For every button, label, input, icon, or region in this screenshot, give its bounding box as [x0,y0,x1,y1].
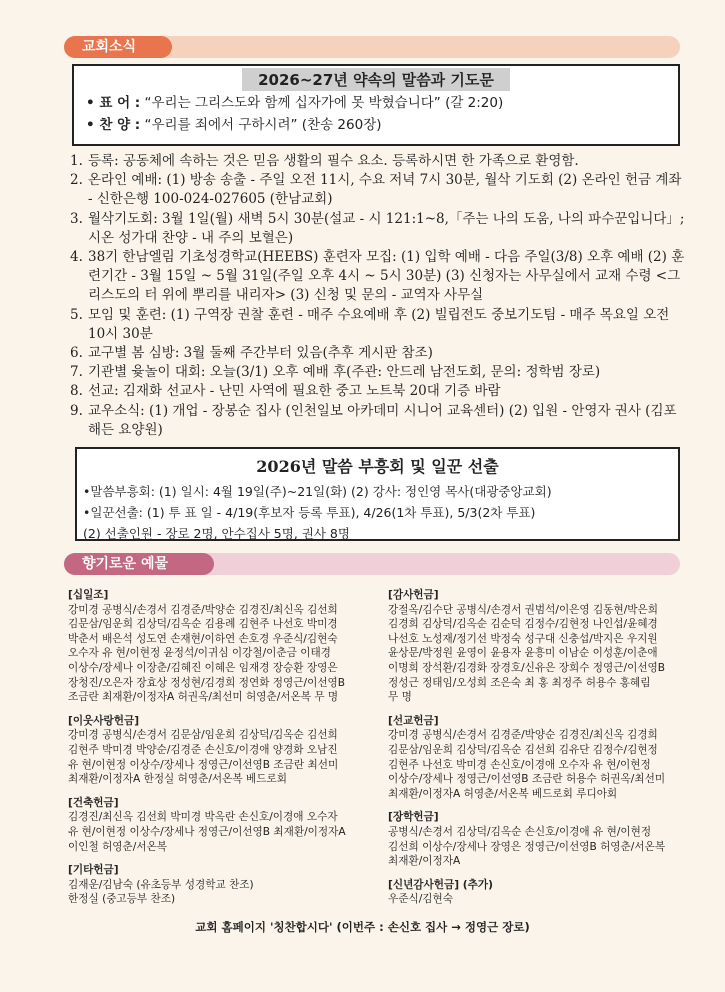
revival-line-3: (2) 선출인원 - 장로 2명, 안수집사 5명, 권사 8명 [83,526,350,541]
item-text: 등록: 공동체에 속하는 것은 믿음 생활의 필수 요소. 등록하시면 한 가족으로 환영함. [88,153,579,169]
fund-mission [388,714,688,802]
fund-names: 김재운/김남숙 (유초등부 성경학교 찬조) 한정실 (중고등부 찬조) [68,878,254,906]
item-text: 기관별 윷놀이 대회: 오늘(3/1) 오후 예배 후(주관: 안드레 남전도회, 문의: 정학범 장로) [88,364,601,381]
announcement-item [70,210,690,248]
fund-title: [건축헌금] [68,796,119,809]
fund-title: [선교헌금] [388,714,439,727]
offerings-section-title: 향기로운 예물 [64,553,214,575]
item-text: 선교: 김재화 선교사 - 난민 사역에 필요한 중고 노트북 20대 기증 바람 [88,383,501,400]
announcements-list [70,152,690,440]
offerings-section-bar [64,553,680,575]
fund-names: 강미경 공병식/손경서 김문삼/임운희 김상덕/김옥순 김선희 김현주 박미경 박양순/김경준 손신호/이경애 양경화 오남진 유 현/이현정 이상수/장세나 정영근/이선영B 조금란 최선미 최재환/이정자A 한정실 허영춘/서온복 베드로회 [68,729,339,786]
item-text: 교구별 봄 심방: 3월 둘째 주간부터 있음(추후 게시판 참조) [88,345,433,362]
item-text: 온라인 예배: (1) 방송 송출 - 주일 오전 11시, 수요 저녁 7시 30분, 월삭 기도회 (2) 온라인 헌금 계좌 - 신한은행 100-024-027605 (한남교회) [88,172,682,208]
promise-box-title: 2026~27년 약속의 말씀과 기도문 [242,68,510,91]
item-text: 38기 한남엘림 기초성경학교(HEEBS) 훈련자 모집: (1) 입학 예배 - 다음 주일(3/8) 오후 예배 (2) 훈련기간 - 3월 15일 ~ 5월 31일(주일 오후 4시 ~ 5시 30분) (3) 신청자는 사무실에서 교재 수령 <그리스도의 터 위에 뿌리를 내리자> (3) 신청 및 문의 - 교역자 사무실 [88,249,685,304]
announcement-item [70,306,690,344]
fund-title: [기타헌금] [68,864,119,877]
hymn-label: • 찬 양 : [86,117,141,133]
fund-title: [감사헌금] [388,589,439,601]
fund-neighbor-love [68,714,366,787]
fund-scholarship [388,810,688,868]
fund-names: 김경진/최신옥 김선희 박미경 박옥란 손신호/이경애 오수자 유 현/이현정 이상수/장세나 정영근/이선영B 최재환/이정자A 이인철 허영춘/서온복 [68,811,346,853]
announcement-item [70,363,690,382]
announcement-item [70,402,690,440]
church-news-section-title: 교회소식 [64,36,172,58]
fund-title: [이웃사랑헌금] [68,714,140,727]
item-number: 5. [70,306,83,323]
item-number: 2. [70,172,83,189]
fund-names: 강절옥/김수단 공병식/손경서 권범석/이은영 김동현/박은희 김경희 김상덕/김옥순 김순덕 김정수/김현정 나인섭/윤혜경 나선호 노성재/정기선 박정숙 성구대 신충섭/박지은 우지원 윤상문/박정원 윤영이 윤용자 윤흥미 이남순 이성훈/이춘애 이명희 장석환/김경화 장경호/신유은 장희수 정영근/이선영B 정성근 정태임/오성희 조은숙 최 홍 최정주 허용수 홍혜림 무 명 [388,603,666,704]
announcement-item [70,248,690,306]
item-number: 8. [70,383,83,400]
fund-names: 공병식/손경서 김상덕/김옥순 손신호/이경애 유 현/이현정 김선희 이상수/장세나 장영은 정영근/이선영B 허영춘/서온복 최재환/이정자A [388,825,666,868]
fund-thanksgiving [388,588,688,705]
fund-new-year-thanks [388,878,688,907]
item-number: 9. [70,402,83,419]
announcement-item [70,382,690,401]
item-text: 모임 및 훈련: (1) 구역장 권찰 훈련 - 매주 수요예배 후 (2) 빌립전도 중보기도팀 - 매주 목요일 오전 10시 30분 [88,306,670,342]
offerings-left-column [68,588,366,916]
announcement-item [70,344,690,363]
revival-meeting-box [75,447,680,541]
announcement-item [70,152,690,171]
item-text: 교우소식: (1) 개업 - 장봉순 집사 (인천일보 아카데미 시니어 교육센터) (2) 입원 - 안영자 권사 (김포 해든 요양원) [88,402,677,438]
hymn-line [74,115,678,135]
fund-title: [장학헌금] [388,811,439,824]
item-number: 7. [70,364,83,381]
revival-line-2: •일꾼선출: (1) 투 표 일 - 4/19(후보자 등록 투표), 4/26(1차 투표), 5/3(2차 투표) [83,505,536,520]
fund-title: [신년감사헌금] (추가) [388,878,493,891]
motto-text: “우리는 그리스도와 함께 십자가에 못 박혔습니다” (갈 2:20) [144,95,504,111]
promise-verse-box [72,64,680,146]
item-text: 월삭기도회: 3월 1일(월) 새벽 5시 30분(설교 - 시 121:1~8,「주는 나의 도움, 나의 파수꾼입니다」; 시온 성가대 찬양 - 내 주의 보혈은) [88,210,685,246]
homepage-praise-footer: 교회 홈페이지 '칭찬합시다' (이번주 : 손신호 집사 → 정영근 장로) [195,920,530,934]
fund-names: 강미경 공병식/손경서 김경준/박양순 김경진/최신옥 김경희 김문삼/임운희 김상덕/김옥순 김선희 김유단 김정수/김현정 김현주 나선호 박미경 손신호/이경애 오수자 유 현/이현정 이상수/장세나 정영근/이선영B 조금란 허용수 허권옥/최선미 최재환/이정자A 허영춘/서온복 베드로회 루디아회 [388,729,666,800]
revival-box-title: 2026년 말씀 부흥회 및 일꾼 선출 [256,457,499,476]
item-number: 1. [70,153,83,169]
fund-tithe [68,588,366,705]
fund-names: 우준식/김현숙 [388,893,453,906]
revival-line-1: •말씀부흥회: (1) 일시: 4월 19일(주)~21일(화) (2) 강사: 정인영 목사(대광중앙교회) [83,484,552,499]
church-news-section-bar [64,36,680,58]
fund-building [68,796,366,854]
fund-other [68,863,366,907]
fund-title: [십일조] [68,589,109,601]
fund-names: 강미경 공병식/손경서 김경준/박양순 김경진/최신옥 김선희 김문삼/임운희 김상덕/김옥순 김용례 김현주 나선호 박미경 박춘서 배은석 성도연 손재현/이하연 손호경 우준식/김현숙 오수자 유 현/이현정 윤정석/이귀심 이강철/이춘금 이태경 이상수/장세나 이장춘/김혜진 이혜은 임재경 장승환 장영은 장청진/오은자 장효상 정성현/김경희 정연화 정영근/이선영B 조금란 최재환/이정자A 허권옥/최선미 허영춘/서온복 무 명 [68,603,346,704]
announcement-item [70,171,690,209]
item-number: 6. [70,345,83,362]
motto-line [74,91,678,115]
motto-label: • 표 어 : [86,95,141,111]
hymn-text: “우리를 죄에서 구하시려” (찬송 260장) [144,117,382,133]
offerings-right-column [388,588,688,916]
item-number: 4. [70,249,83,266]
item-number: 3. [70,210,83,227]
